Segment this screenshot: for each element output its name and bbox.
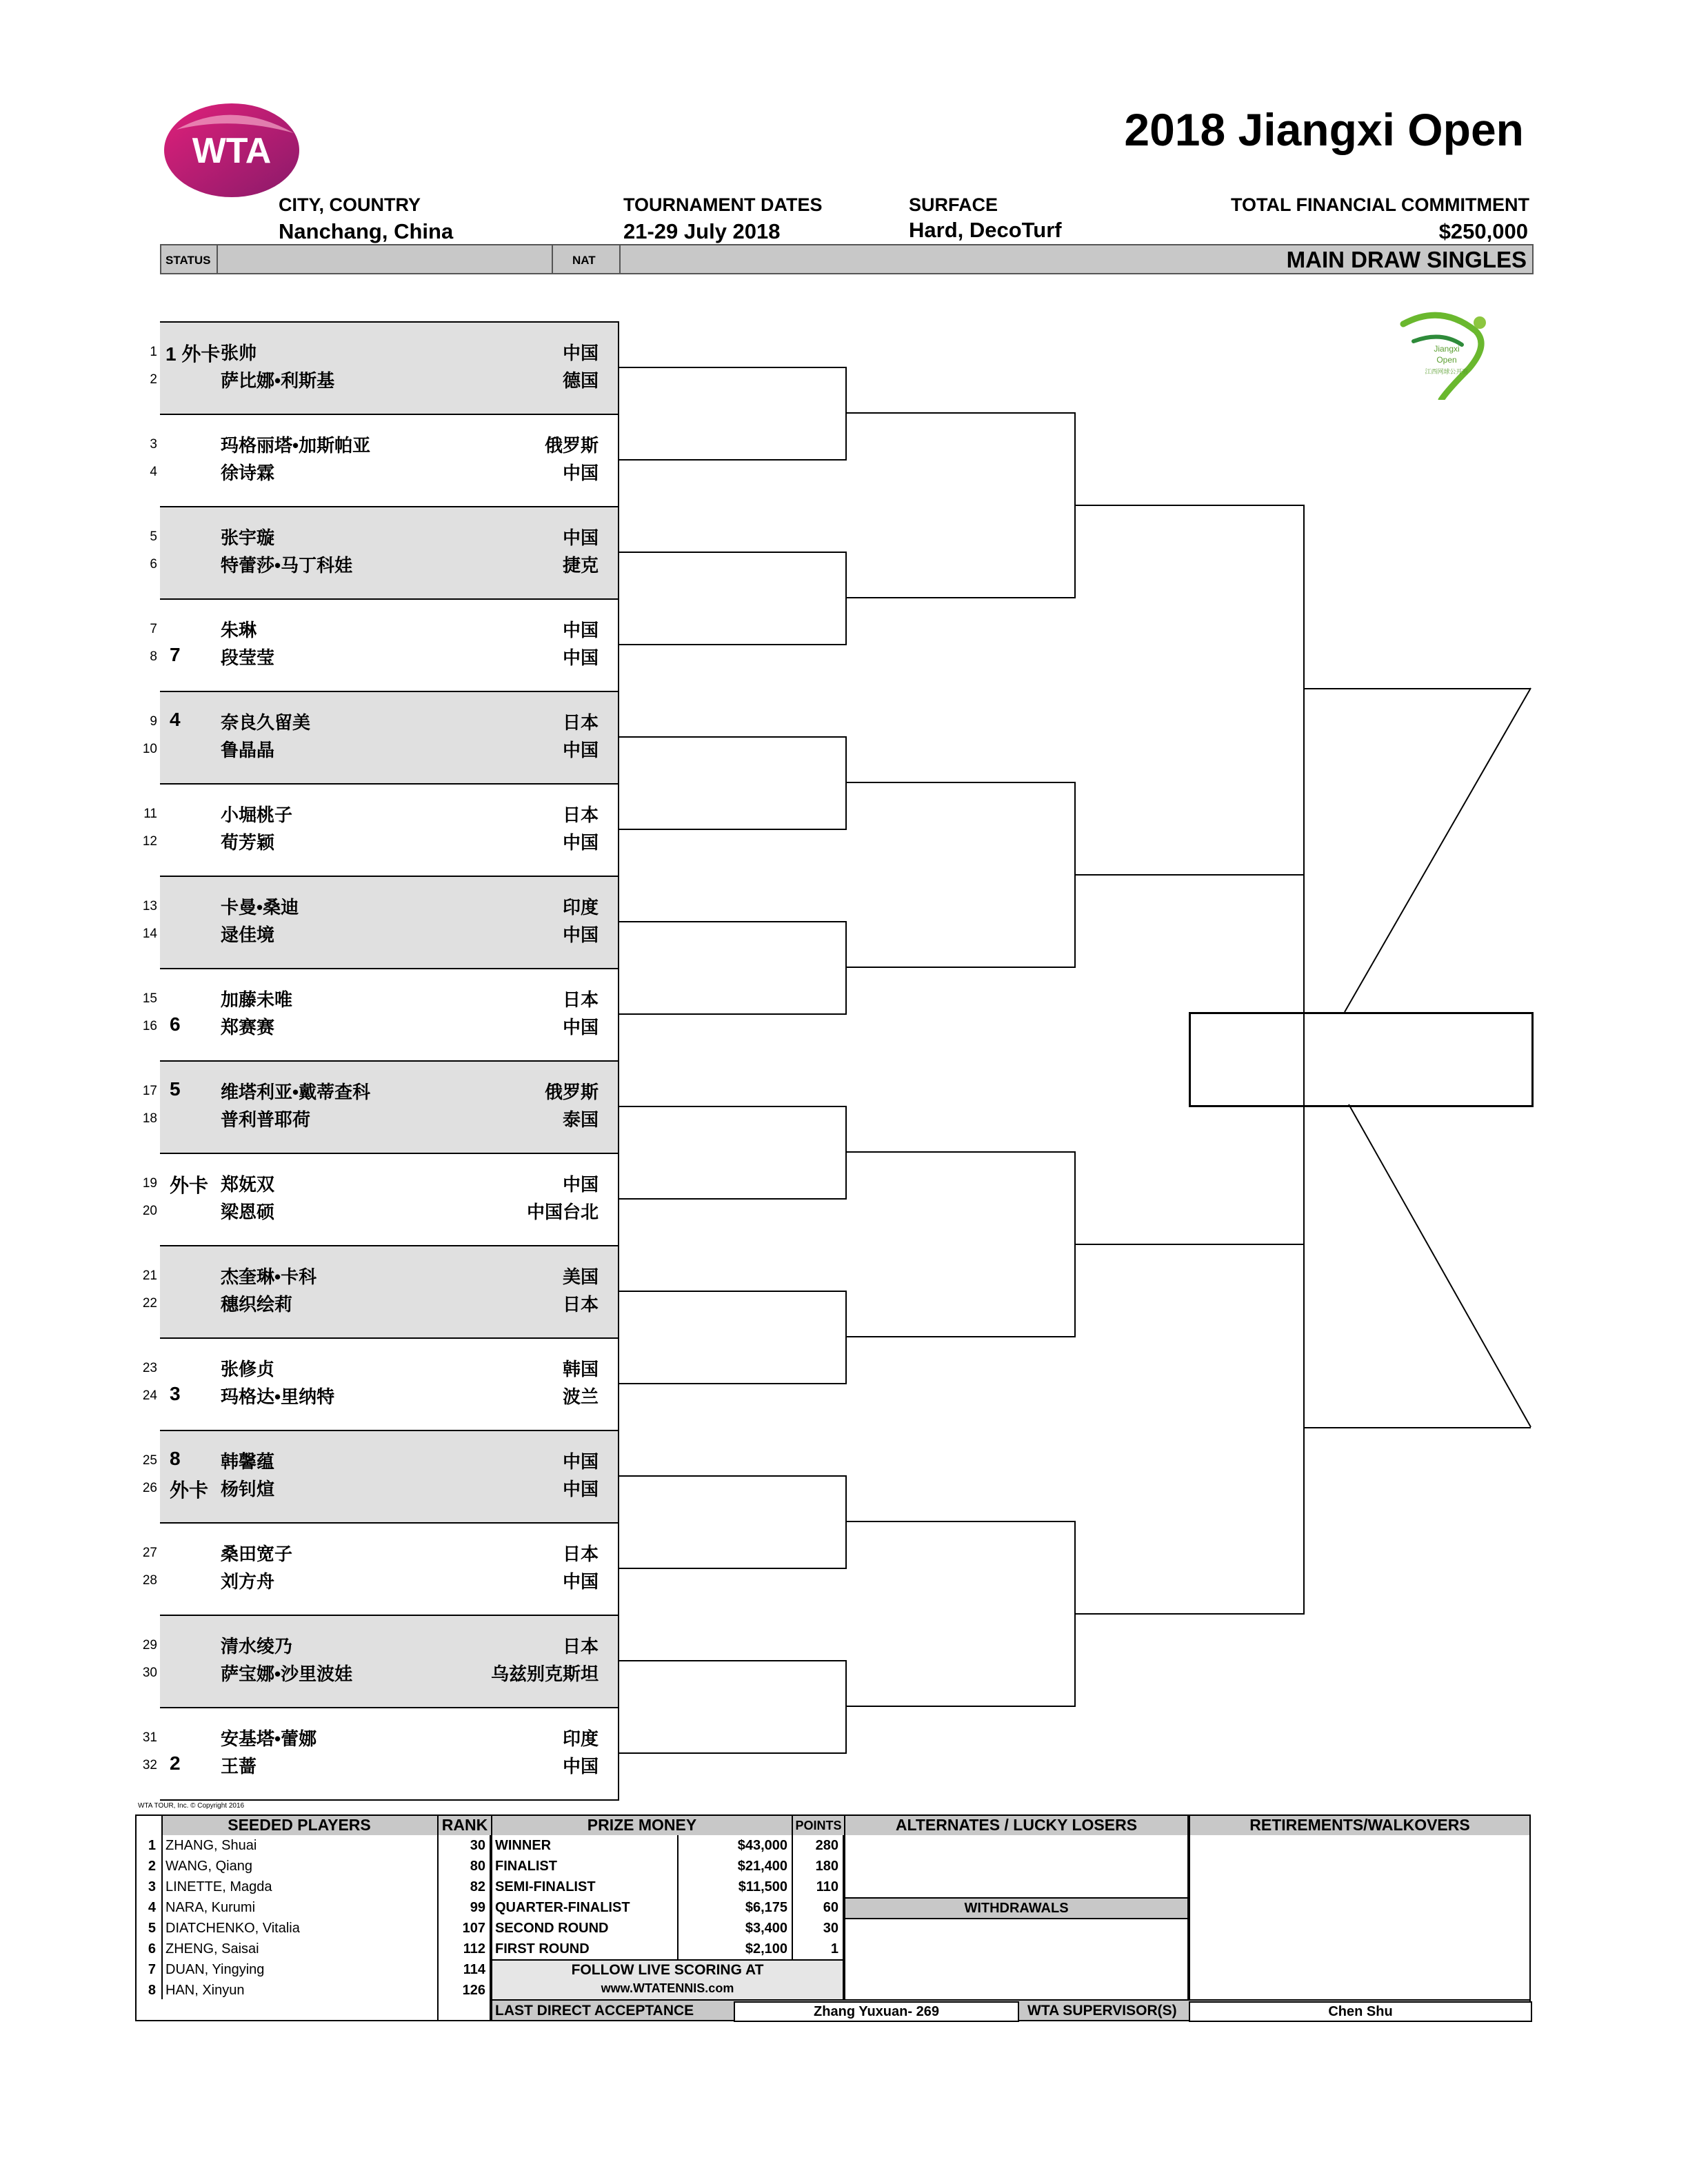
prize-points: 60 — [823, 1900, 838, 1915]
player-nat: 印度 — [562, 897, 599, 918]
player-number: 11 — [143, 807, 157, 821]
seed-number: 8 — [148, 1983, 156, 1998]
divider — [161, 1816, 163, 1999]
retirements-table — [1189, 1814, 1531, 2001]
player-number: 30 — [142, 1666, 157, 1680]
svg-text:江西网球公开赛: 江西网球公开赛 — [1425, 368, 1469, 375]
svg-text:Jiangxi: Jiangxi — [1434, 344, 1460, 354]
prize-row — [492, 1835, 843, 1856]
player-nat: 中国 — [562, 527, 599, 548]
player-name: 郑赛赛 — [221, 1017, 275, 1038]
seeded-rank: 126 — [462, 1983, 485, 1998]
player-nat: 中国 — [562, 1017, 599, 1038]
player-nat: 波兰 — [562, 1386, 599, 1407]
player-number: 6 — [150, 557, 157, 572]
player-name: 荀芳颖 — [221, 832, 275, 853]
player-name: 段莹莹 — [221, 647, 275, 668]
prize-round: QUARTER-FINALIST — [495, 1900, 630, 1915]
player-number: 18 — [142, 1111, 157, 1126]
player-nat: 中国 — [562, 832, 599, 853]
player-number: 17 — [142, 1084, 157, 1098]
seed-number: 3 — [148, 1879, 156, 1894]
player-number: 5 — [150, 529, 157, 544]
player-name: 朱琳 — [221, 620, 257, 640]
prize-round: WINNER — [495, 1838, 552, 1853]
seeded-name: ZHENG, Saisai — [165, 1941, 259, 1957]
player-number: 29 — [142, 1638, 157, 1652]
player-nat: 俄罗斯 — [544, 435, 599, 456]
seed-label: 4 — [170, 709, 181, 730]
seeded-rank: 112 — [463, 1941, 485, 1957]
player-number: 16 — [142, 1019, 157, 1033]
seeded-rank: 80 — [470, 1859, 485, 1874]
prize-money: $43,000 — [737, 1838, 787, 1853]
prize-money: $21,400 — [737, 1859, 787, 1874]
player-nat: 中国 — [562, 647, 599, 668]
follow-url[interactable]: www.WTATENNIS.com — [601, 1981, 734, 1995]
player-number: 9 — [150, 714, 157, 729]
rank-header: RANK — [437, 1816, 491, 1835]
seeded-name: ZHANG, Shuai — [165, 1838, 257, 1853]
player-number: 3 — [150, 437, 157, 452]
prize-row — [492, 1897, 843, 1918]
surface-value: Hard, DecoTurf — [909, 218, 1062, 242]
draw-label: MAIN DRAW SINGLES — [1286, 247, 1527, 272]
player-name: 张帅 — [221, 343, 257, 363]
player-number: 14 — [142, 927, 157, 941]
player-nat: 中国 — [562, 343, 599, 363]
player-number: 21 — [142, 1268, 157, 1283]
player-nat: 日本 — [562, 1294, 599, 1315]
player-number: 8 — [150, 649, 157, 664]
alternates-header: ALTERNATES / LUCKY LOSERS — [845, 1816, 1187, 1835]
player-nat: 捷克 — [562, 555, 599, 576]
supervisor-value: Chen Shu — [1189, 2001, 1532, 2022]
seeded-name: DIATCHENKO, Vitalia — [165, 1921, 300, 1936]
player-number: 7 — [150, 622, 157, 636]
prize-money: $11,500 — [738, 1879, 787, 1894]
seed-label: 3 — [170, 1383, 181, 1404]
player-number: 15 — [142, 991, 157, 1006]
player-nat: 中国 — [562, 1479, 599, 1499]
seeded-rank: 30 — [470, 1838, 485, 1853]
player-name: 玛格达•里纳特 — [221, 1386, 335, 1407]
seed-label: 6 — [170, 1013, 181, 1035]
seed-label: 5 — [170, 1078, 181, 1100]
player-name: 卡曼•桑迪 — [221, 897, 299, 918]
prize-money: $2,100 — [745, 1941, 787, 1957]
city-label: CITY, COUNTRY — [279, 194, 421, 215]
seed-number: 6 — [148, 1941, 156, 1957]
surface-label: SURFACE — [909, 194, 998, 215]
seed-label: 7 — [170, 644, 181, 665]
svg-text:Open: Open — [1436, 355, 1457, 365]
prize-row — [492, 1939, 843, 1959]
player-number: 1 — [150, 345, 157, 359]
retirements-header: RETIREMENTS/WALKOVERS — [1190, 1816, 1529, 1835]
player-name: 王蔷 — [221, 1756, 257, 1777]
seed-number: 2 — [148, 1859, 156, 1874]
player-nat: 韩国 — [562, 1359, 599, 1379]
lda-label: LAST DIRECT ACCEPTANCE — [495, 2003, 694, 2019]
commitment-label: TOTAL FINANCIAL COMMITMENT — [1231, 194, 1529, 215]
points-header: POINTS — [792, 1816, 844, 1835]
status-label: STATUS — [165, 254, 211, 267]
seed-number: 1 — [148, 1838, 156, 1853]
player-name: 玛格丽塔•加斯帕亚 — [221, 435, 371, 456]
player-nat: 中国台北 — [526, 1202, 599, 1222]
player-number: 10 — [142, 742, 157, 756]
seed-label: 2 — [170, 1752, 181, 1774]
seed-label: 8 — [170, 1448, 181, 1469]
divider — [792, 1816, 793, 1959]
player-name: 鲁晶晶 — [221, 740, 275, 760]
bracket-line — [1349, 1104, 1531, 1427]
player-name: 张修贞 — [221, 1359, 275, 1379]
commitment-value: $250,000 — [1438, 219, 1528, 243]
player-name: 刘方舟 — [221, 1571, 275, 1592]
player-name: 维塔利亚•戴蒂查科 — [221, 1082, 371, 1102]
seed-label: 1 外卡 — [165, 343, 221, 365]
player-name: 郑妩双 — [221, 1174, 275, 1195]
player-nat: 中国 — [562, 740, 599, 760]
player-name: 特蕾莎•马丁科娃 — [221, 555, 353, 576]
prize-points: 30 — [823, 1921, 838, 1936]
nat-label: NAT — [572, 254, 596, 267]
prize-row — [492, 1877, 843, 1897]
seeded-rank: 114 — [463, 1962, 485, 1977]
player-nat: 印度 — [562, 1728, 599, 1749]
player-name: 普利普耶荷 — [221, 1109, 311, 1130]
lda-value: Zhang Yuxuan- 269 — [734, 2001, 1019, 2022]
player-nat: 中国 — [562, 1571, 599, 1592]
divider — [677, 1835, 679, 1959]
player-number: 20 — [142, 1204, 157, 1218]
player-nat: 中国 — [562, 1756, 599, 1777]
seeded-name: NARA, Kurumi — [165, 1900, 256, 1915]
player-nat: 日本 — [562, 1636, 599, 1657]
player-nat: 中国 — [562, 463, 599, 483]
seeded-rank: 82 — [470, 1879, 485, 1894]
player-nat: 中国 — [562, 924, 599, 945]
dates-value: 21-29 July 2018 — [623, 219, 781, 243]
prize-row — [492, 1856, 843, 1877]
seed-label: 外卡 — [170, 1479, 209, 1501]
prize-money: $6,175 — [745, 1900, 787, 1915]
alternates-table — [844, 1814, 1189, 2001]
seeded-name: LINETTE, Magda — [165, 1879, 272, 1894]
player-number: 4 — [150, 465, 157, 479]
prize-points: 1 — [830, 1941, 838, 1957]
dates-label: TOURNAMENT DATES — [623, 194, 823, 215]
withdrawals-header: WITHDRAWALS — [845, 1897, 1187, 1919]
prize-round: SEMI-FINALIST — [495, 1879, 596, 1894]
prize-points: 280 — [815, 1838, 838, 1853]
player-name: 奈良久留美 — [221, 712, 311, 733]
player-name: 张宇璇 — [221, 527, 275, 548]
player-name: 韩馨蕴 — [221, 1451, 275, 1472]
seed-number: 5 — [148, 1921, 156, 1936]
prize-row — [492, 1918, 843, 1939]
player-nat: 日本 — [562, 989, 599, 1010]
player-number: 24 — [142, 1388, 157, 1403]
prize-points: 110 — [816, 1879, 838, 1894]
player-number: 22 — [142, 1296, 157, 1311]
follow-box — [492, 1959, 843, 2001]
player-number: 23 — [142, 1361, 157, 1375]
player-nat: 德国 — [562, 370, 599, 391]
player-number: 2 — [150, 372, 157, 387]
prize-round: FIRST ROUND — [495, 1941, 590, 1957]
seeded-name: WANG, Qiang — [165, 1859, 252, 1874]
player-nat: 日本 — [562, 712, 599, 733]
player-nat: 俄罗斯 — [544, 1082, 599, 1102]
player-name: 桑田宽子 — [221, 1544, 293, 1564]
prize-round: SECOND ROUND — [495, 1921, 609, 1936]
supervisor-label: WTA SUPERVISOR(S) — [1027, 2003, 1177, 2019]
seeded-name: HAN, Xinyun — [165, 1983, 245, 1998]
prize-points: 180 — [815, 1859, 838, 1874]
player-name: 萨宝娜•沙里波娃 — [221, 1664, 353, 1684]
player-number: 12 — [142, 834, 157, 849]
player-number: 26 — [142, 1481, 157, 1495]
prize-money: $3,400 — [745, 1921, 787, 1936]
prize-header: PRIZE MONEY — [492, 1816, 792, 1835]
player-nat: 日本 — [562, 1544, 599, 1564]
player-number: 13 — [142, 899, 157, 913]
player-nat: 美国 — [562, 1266, 599, 1287]
player-name: 逯佳境 — [221, 924, 275, 945]
player-nat: 中国 — [562, 1174, 599, 1195]
player-name: 安基塔•蕾娜 — [221, 1728, 317, 1749]
player-name: 萨比娜•利斯基 — [221, 370, 335, 391]
player-nat: 日本 — [562, 805, 599, 825]
prize-money-table — [491, 1814, 844, 2001]
player-name: 穗织绘莉 — [221, 1294, 293, 1315]
bracket-line — [1345, 688, 1531, 1012]
divider — [437, 1816, 439, 2020]
player-name: 杨钊煊 — [221, 1479, 275, 1499]
player-number: 32 — [142, 1758, 157, 1772]
wta-logo-text: WTA — [192, 131, 272, 171]
seeded-players-table — [135, 1814, 491, 2021]
seeded-rank: 99 — [470, 1900, 485, 1915]
player-name: 梁恩硕 — [221, 1202, 275, 1222]
player-number: 25 — [142, 1453, 157, 1468]
player-name: 杰奎琳•卡科 — [221, 1266, 317, 1287]
player-name: 徐诗霖 — [221, 463, 275, 483]
player-number: 28 — [142, 1573, 157, 1588]
seeded-rank: 107 — [462, 1921, 485, 1936]
footer-bar — [491, 1999, 1531, 2021]
player-number: 31 — [142, 1730, 157, 1745]
player-number: 19 — [142, 1176, 157, 1191]
copyright: WTA TOUR, Inc. © Copyright 2016 — [138, 1802, 245, 1810]
player-nat: 乌兹别克斯坦 — [490, 1664, 599, 1684]
page-title: 2018 Jiangxi Open — [1124, 104, 1524, 155]
follow-text: FOLLOW LIVE SCORING AT — [571, 1962, 764, 1978]
seed-number: 7 — [148, 1962, 156, 1977]
city-value: Nanchang, China — [279, 219, 454, 243]
seeded-name: DUAN, Yingying — [165, 1962, 265, 1977]
seed-label: 外卡 — [170, 1175, 209, 1196]
seed-number: 4 — [148, 1900, 156, 1915]
player-name: 小堀桃子 — [221, 805, 293, 825]
player-name: 加藤未唯 — [221, 989, 293, 1010]
player-nat: 中国 — [562, 1451, 599, 1472]
player-name: 清水绫乃 — [221, 1636, 293, 1657]
seeded-header: SEEDED PLAYERS — [161, 1816, 437, 1835]
player-number: 27 — [142, 1546, 157, 1560]
champion-box — [1189, 1012, 1534, 1107]
prize-round: FINALIST — [495, 1859, 557, 1874]
player-nat: 泰国 — [562, 1109, 599, 1130]
player-nat: 中国 — [562, 620, 599, 640]
